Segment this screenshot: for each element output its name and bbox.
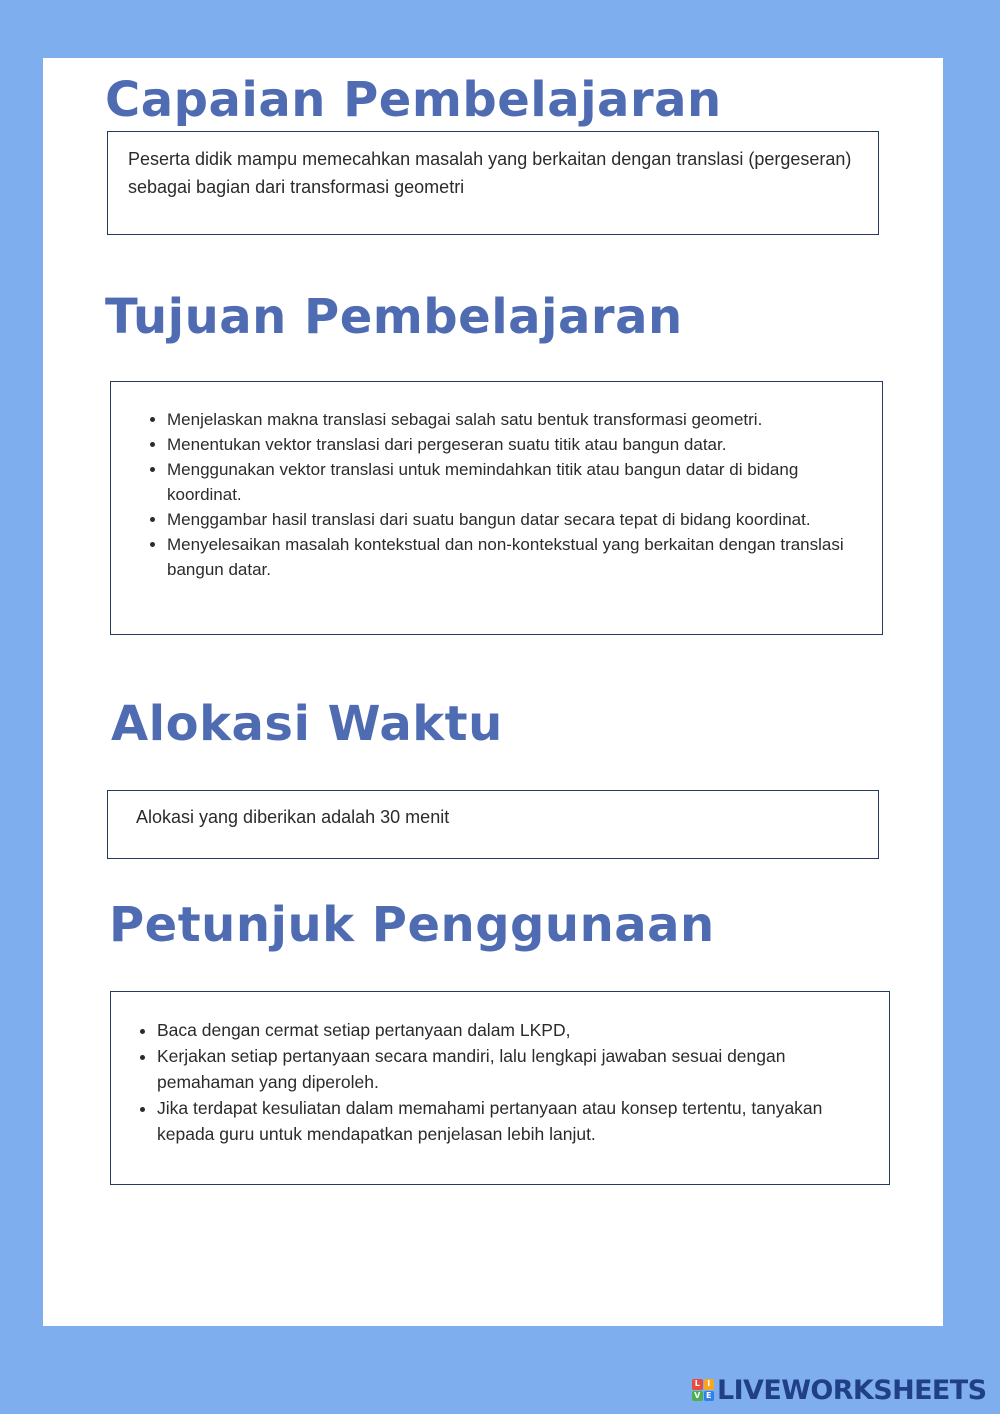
worksheet-page xyxy=(43,58,943,1326)
petunjuk-item: • Kerjakan setiap pertanyaan secara mandiri, lalu lengkapi jawaban sesuai dengan pemahaman yang diperoleh. xyxy=(157,1043,869,1095)
petunjuk-list xyxy=(137,1017,869,1147)
alokasi-heading: Alokasi Waktu xyxy=(111,696,503,752)
logo-letter-e: E xyxy=(704,1391,715,1402)
petunjuk-heading: Petunjuk Penggunaan xyxy=(109,897,715,953)
petunjuk-item: • Jika terdapat kesuliatan dalam memahami pertanyaan atau konsep tertentu, tanyakan kepada guru untuk mendapatkan penjelasan lebih lanjut. xyxy=(157,1095,869,1147)
logo-letter-v: V xyxy=(692,1391,703,1402)
tujuan-item: • Menggambar hasil translasi dari suatu bangun datar secara tepat di bidang koordinat. xyxy=(167,507,862,532)
liveworksheets-logo[interactable] xyxy=(692,1374,986,1406)
petunjuk-box xyxy=(110,991,890,1185)
tujuan-box xyxy=(110,381,883,635)
logo-letter-i: I xyxy=(704,1379,715,1390)
alokasi-box xyxy=(107,790,879,859)
tujuan-list xyxy=(147,407,862,582)
capaian-text: Peserta didik mampu memecahkan masalah yang berkaitan dengan translasi (pergeseran) sebagai bagian dari transformasi geometri xyxy=(128,149,852,197)
petunjuk-item: • Baca dengan cermat setiap pertanyaan dalam LKPD, xyxy=(157,1017,869,1043)
tujuan-item: • Menjelaskan makna translasi sebagai salah satu bentuk transformasi geometri. xyxy=(167,407,862,432)
tujuan-item: • Menyelesaikan masalah kontekstual dan non-kontekstual yang berkaitan dengan translasi bangun datar. xyxy=(167,532,862,582)
tujuan-item: • Menentukan vektor translasi dari pergeseran suatu titik atau bangun datar. xyxy=(167,432,862,457)
liveworksheets-wordmark: LIVEWORKSHEETS xyxy=(717,1374,987,1406)
capaian-box xyxy=(107,131,879,235)
tujuan-heading: Tujuan Pembelajaran xyxy=(105,289,683,345)
alokasi-text: Alokasi yang diberikan adalah 30 menit xyxy=(136,807,450,827)
logo-letter-l: L xyxy=(692,1379,703,1390)
capaian-heading: Capaian Pembelajaran xyxy=(105,72,722,128)
liveworksheets-logo-icon xyxy=(692,1379,714,1401)
tujuan-item: • Menggunakan vektor translasi untuk memindahkan titik atau bangun datar di bidang koordinat. xyxy=(167,457,862,507)
